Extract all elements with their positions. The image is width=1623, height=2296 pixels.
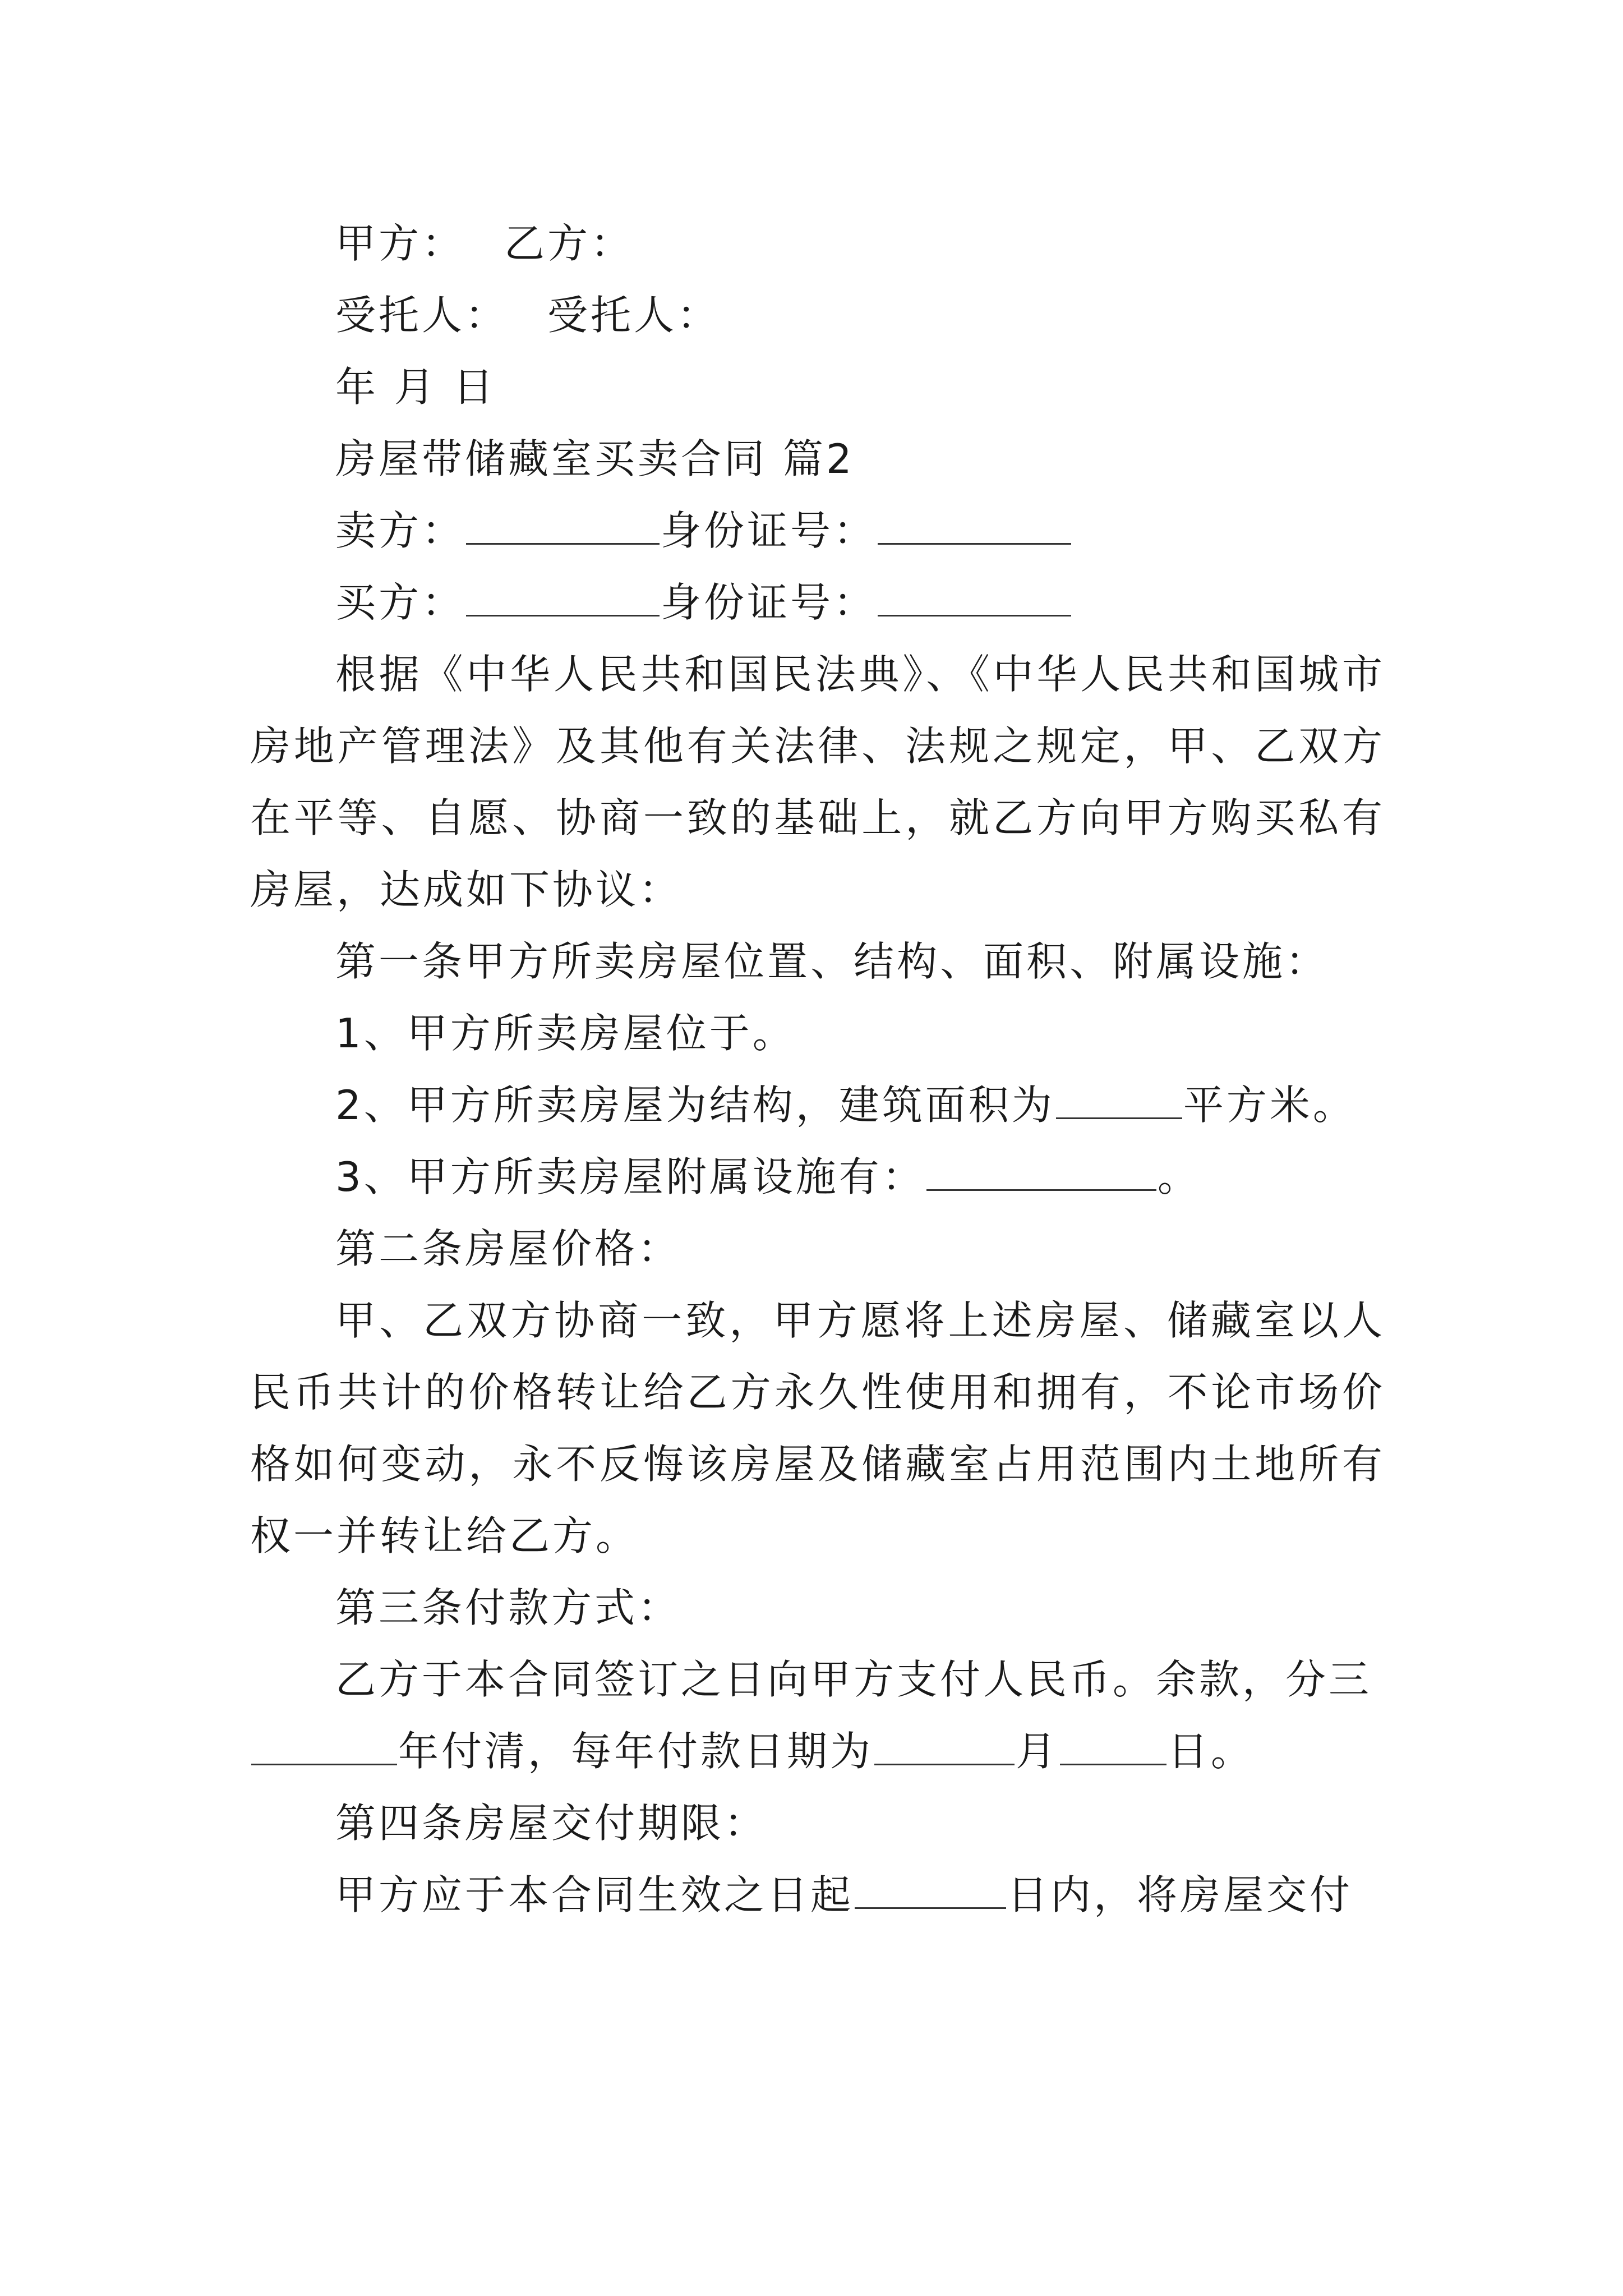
signature-party-line xyxy=(250,208,1385,279)
article1-item2 xyxy=(250,1069,1385,1141)
article1-item3-text: 3、甲方所卖房屋附属设施有： xyxy=(335,1153,925,1200)
agent-b-label: 受托人： xyxy=(547,292,721,339)
article1-item2-text: 2、甲方所卖房屋为结构，建筑面积为 xyxy=(335,1082,1055,1129)
article3-title: 第三条付款方式： xyxy=(335,1584,681,1631)
section-title: 房屋带储藏室买卖合同 篇2 xyxy=(335,435,855,482)
buyer-id-label: 身份证号： xyxy=(661,579,877,626)
buyer-label: 买方： xyxy=(335,579,465,626)
seller-label: 卖方： xyxy=(335,507,465,554)
article1-item3 xyxy=(250,1141,1385,1213)
agent-a-label: 受托人： xyxy=(335,292,509,339)
buyer-id-blank xyxy=(878,611,1071,616)
signature-agent-line xyxy=(250,279,1385,351)
article3-line1: 乙方于本合同签订之日向甲方支付人民币。余款，分三 xyxy=(335,1656,1372,1703)
day-blank xyxy=(1060,1760,1166,1765)
article4-title: 第四条房屋交付期限： xyxy=(335,1800,768,1847)
buyer-line xyxy=(250,567,1385,638)
article3-day-text: 日。 xyxy=(1168,1728,1255,1775)
article3-years-text: 年付清，每年付款日期为 xyxy=(398,1728,874,1775)
article1-title: 第一条甲方所卖房屋位置、结构、面积、附属设施： xyxy=(335,938,1329,985)
article4-line1-end: 日内，将房屋交付 xyxy=(1007,1871,1353,1918)
document-content xyxy=(250,208,1385,1931)
buyer-name-blank xyxy=(466,611,660,616)
party-a-label: 甲方： xyxy=(335,220,465,267)
seller-id-blank xyxy=(878,540,1071,545)
party-b-label: 乙方： xyxy=(504,220,634,267)
article1-item2-unit: 平方米。 xyxy=(1183,1082,1356,1129)
article2-body: 甲、乙双方协商一致，甲方愿将上述房屋、储藏室以人民币共计的价格转让给乙方永久性使用和拥有，不论市场价格如何变动，永不反悔该房屋及储藏室占用范围内土地所有权一并转让给乙方。 xyxy=(250,1297,1385,1559)
seller-id-label: 身份证号： xyxy=(661,507,877,554)
seller-name-blank xyxy=(466,540,660,545)
article2-title: 第二条房屋价格： xyxy=(335,1225,681,1272)
article3-month-text: 月 xyxy=(1016,1728,1059,1775)
article4-line1 xyxy=(250,1859,1385,1931)
delivery-days-blank xyxy=(855,1904,1006,1909)
article4-line1-text: 甲方应于本合同生效之日起 xyxy=(335,1871,854,1918)
seller-line xyxy=(250,495,1385,567)
article1-item1: 1、甲方所卖房屋位于。 xyxy=(335,1010,796,1057)
signature-date: 年 月 日 xyxy=(335,364,496,411)
month-blank xyxy=(874,1760,1015,1765)
article3-line2 xyxy=(250,1715,1385,1787)
area-blank xyxy=(1056,1114,1182,1119)
years-blank xyxy=(251,1760,397,1765)
intro-paragraph: 根据《中华人民共和国民法典》、《中华人民共和国城市房地产管理法》及其他有关法律、法规之规定，甲、乙双方在平等、自愿、协商一致的基础上，就乙方向甲方购买私有房屋，达成如下协议： xyxy=(250,651,1385,913)
facilities-blank xyxy=(926,1186,1156,1191)
article1-item3-end: 。 xyxy=(1157,1153,1201,1200)
